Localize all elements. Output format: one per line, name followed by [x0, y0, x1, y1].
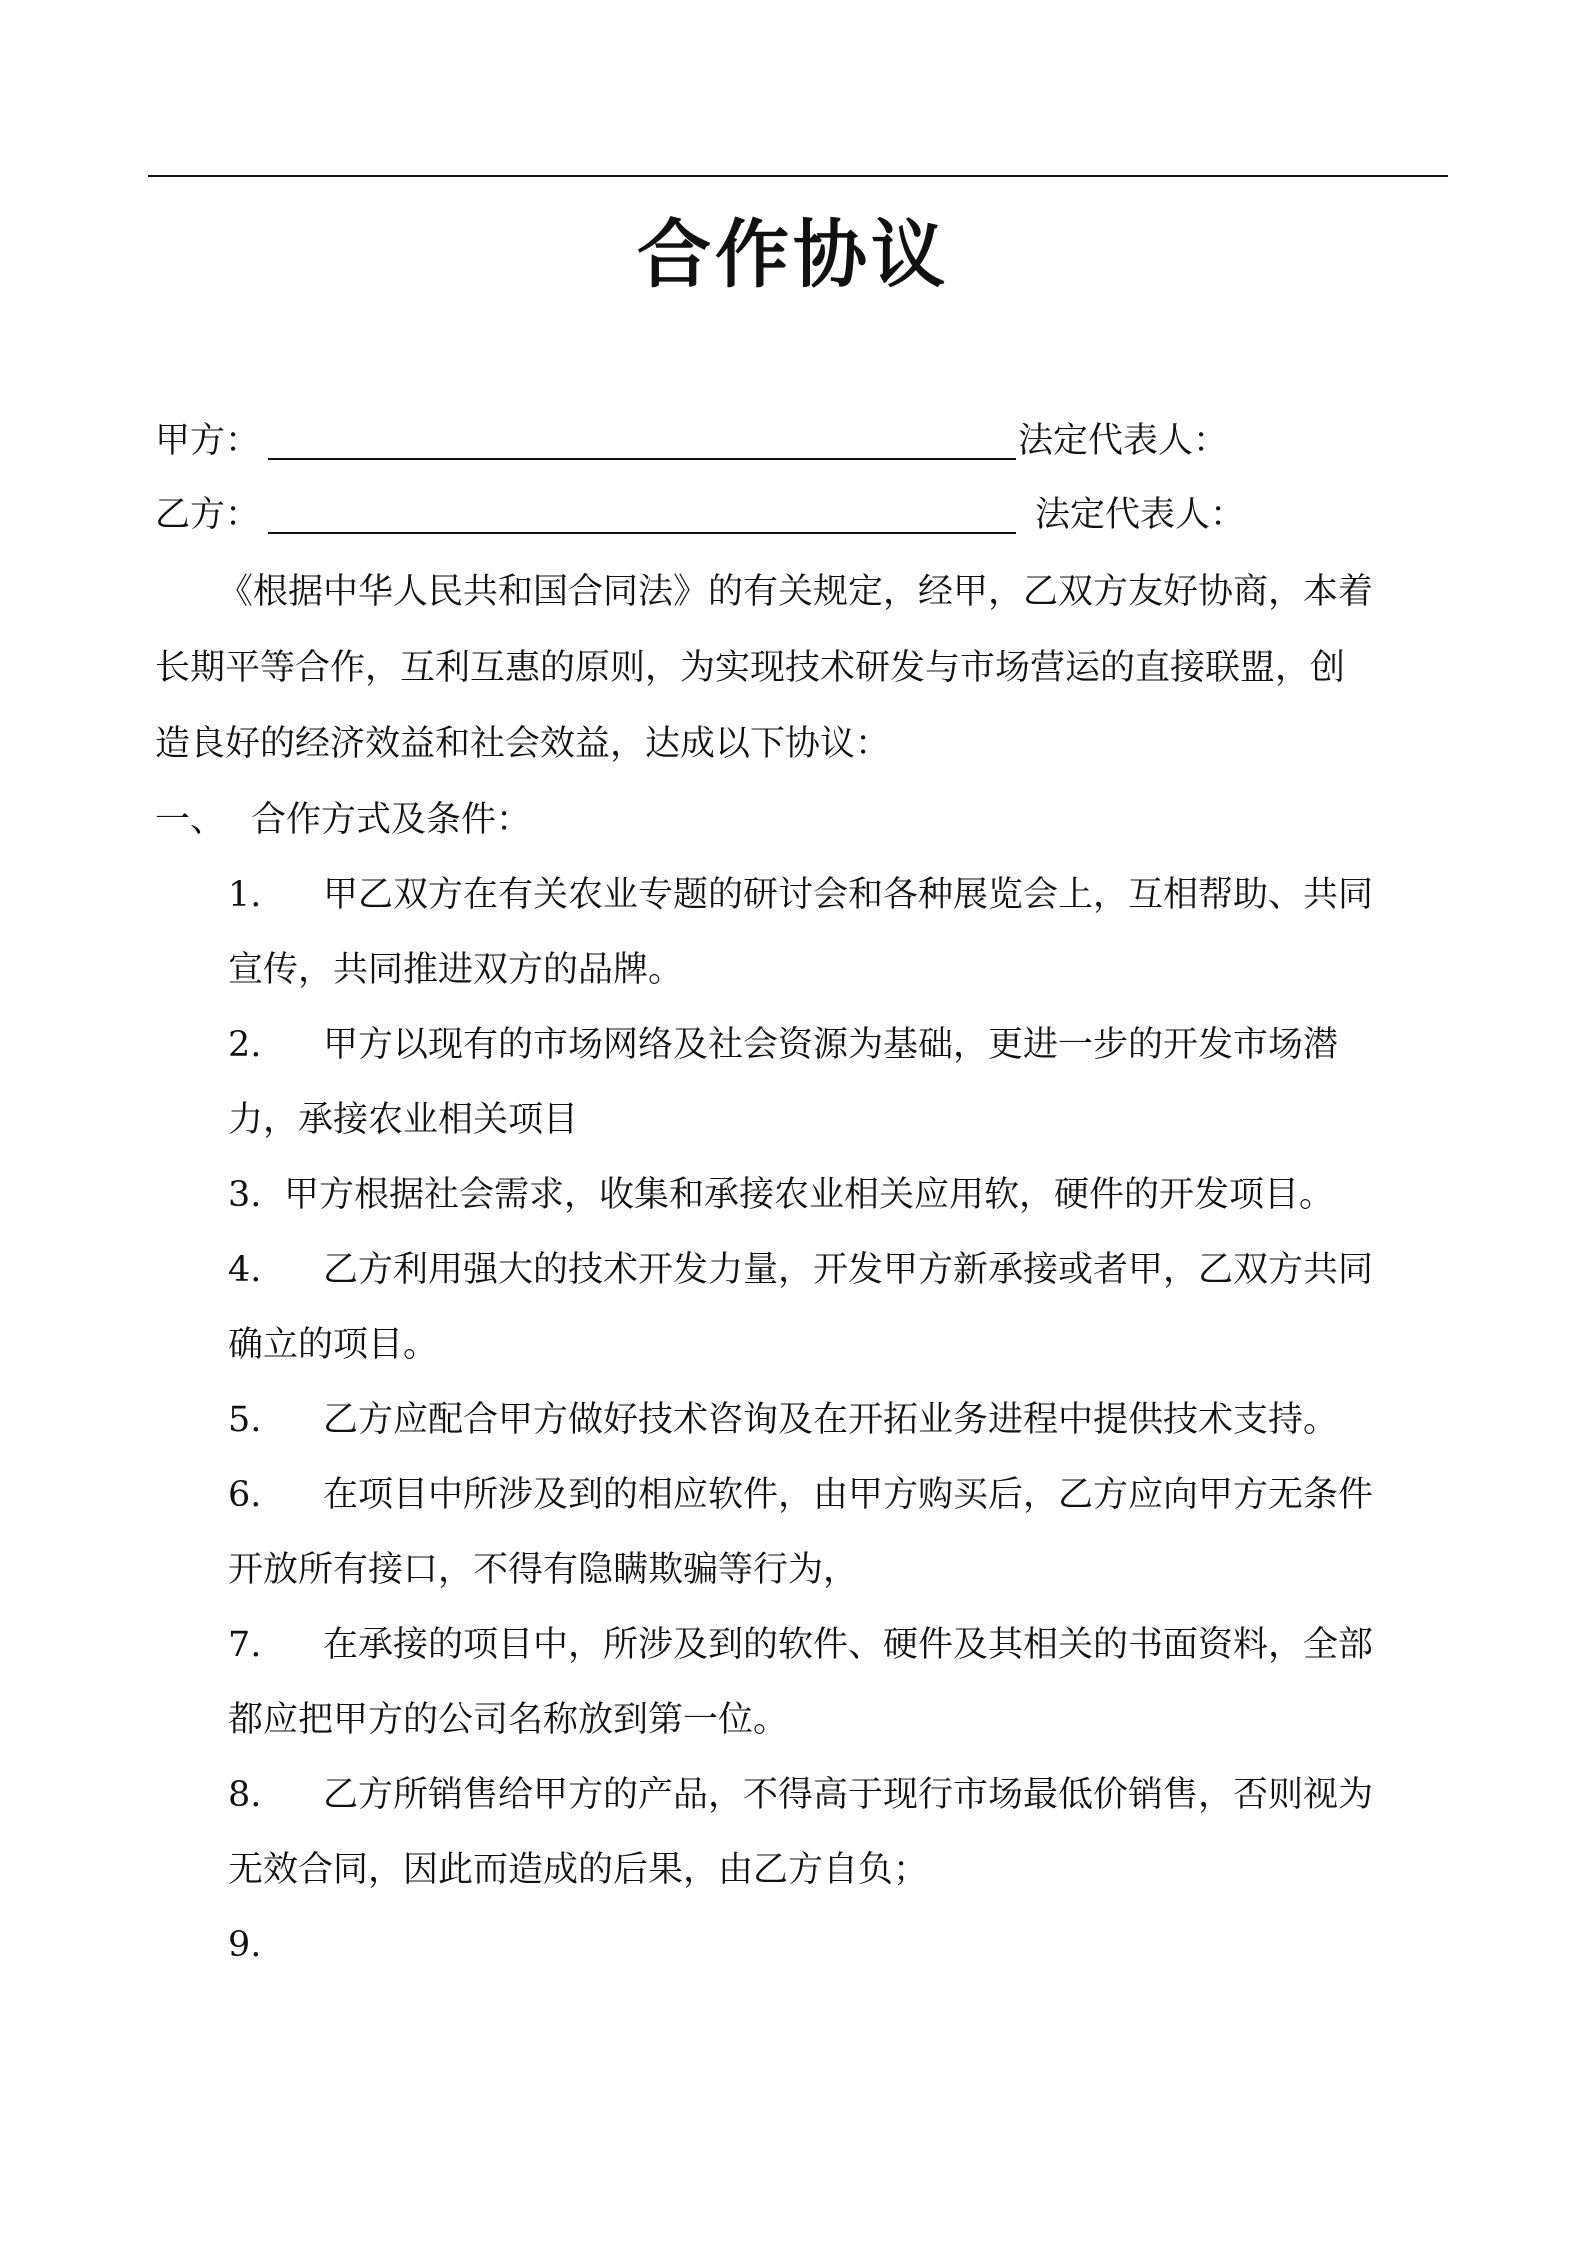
- party-a-label: 甲方：: [155, 421, 261, 461]
- item-7-text-line-2: 都应把甲方的公司名称放到第一位。: [228, 1700, 789, 1740]
- item-6-text-line-2: 开放所有接口，不得有隐瞒欺骗等行为，: [228, 1550, 859, 1590]
- item-4-text-line-2: 确立的项目。: [228, 1325, 439, 1365]
- section-1-number: 一、: [155, 800, 226, 840]
- party-b-label: 乙方：: [155, 495, 261, 535]
- item-3-text-line-1: 甲方根据社会需求，收集和承接农业相关应用软，硬件的开发项目。: [284, 1175, 1335, 1215]
- item-8-text-line-1: 乙方所销售给甲方的产品，不得高于现行市场最低价销售，否则视为: [323, 1775, 1374, 1815]
- item-6-number: 6.: [228, 1475, 262, 1515]
- item-8-number: 8.: [228, 1775, 262, 1815]
- intro-line-3: 造良好的经济效益和社会效益，达成以下协议：: [155, 724, 891, 764]
- item-9-number: 9.: [228, 1925, 262, 1965]
- item-1-text-line-1: 甲乙双方在有关农业专题的研讨会和各种展览会上，互相帮助、共同: [323, 875, 1374, 915]
- document-title: 合作协议: [637, 212, 949, 298]
- item-1-text-line-2: 宣传，共同推进双方的品牌。: [228, 950, 684, 990]
- section-1-title: 合作方式及条件：: [251, 800, 532, 840]
- item-1-number: 1.: [228, 875, 262, 915]
- item-2-text-line-1: 甲方以现有的市场网络及社会资源为基础，更进一步的开发市场潜: [323, 1025, 1339, 1065]
- item-5-text-line-1: 乙方应配合甲方做好技术咨询及在开拓业务进程中提供技术支持。: [323, 1400, 1339, 1440]
- item-5-number: 5.: [228, 1400, 262, 1440]
- item-7-text-line-1: 在承接的项目中，所涉及到的软件、硬件及其相关的书面资料，全部: [323, 1625, 1374, 1665]
- item-2-number: 2.: [228, 1025, 262, 1065]
- item-2-text-line-2: 力，承接农业相关项目: [228, 1100, 579, 1140]
- item-7-number: 7.: [228, 1625, 262, 1665]
- party-a-rep-label: 法定代表人：: [1018, 421, 1229, 461]
- item-3-number: 3.: [228, 1175, 262, 1215]
- item-4-number: 4.: [228, 1250, 262, 1290]
- item-8-text-line-2: 无效合同，因此而造成的后果，由乙方自负；: [228, 1850, 929, 1890]
- party-b-rep-label: 法定代表人：: [1035, 495, 1246, 535]
- header-rule: [148, 175, 1448, 177]
- intro-line-2: 长期平等合作，互利互惠的原则，为实现技术研发与市场营运的直接联盟，创: [155, 648, 1346, 688]
- intro-line-1: 《根据中华人民共和国合同法》的有关规定，经甲，乙双方友好协商，本着: [218, 572, 1374, 612]
- party-b-blank-line: [268, 532, 1016, 534]
- item-4-text-line-1: 乙方利用强大的技术开发力量，开发甲方新承接或者甲，乙双方共同: [323, 1250, 1374, 1290]
- section-1-heading: [155, 795, 531, 845]
- party-a-blank-line: [268, 458, 1016, 460]
- item-6-text-line-1: 在项目中所涉及到的相应软件，由甲方购买后，乙方应向甲方无条件: [323, 1475, 1374, 1515]
